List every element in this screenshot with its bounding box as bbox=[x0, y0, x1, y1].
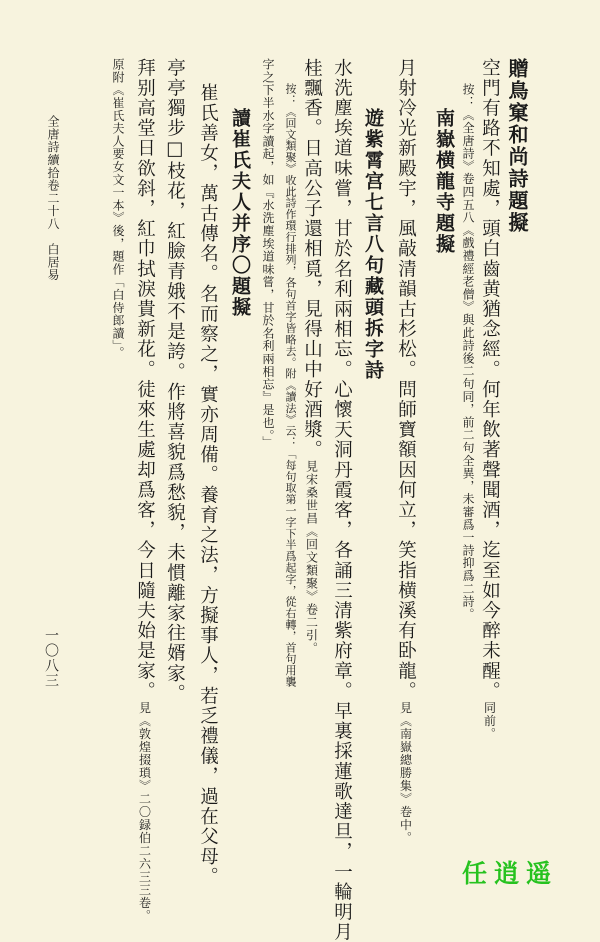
poem-line-3b: 桂飄香。日高公子還相覓，見得山中好酒漿。見宋桑世昌《回文類聚》卷二引。 bbox=[301, 58, 323, 655]
editor-note-3a: 按：《回文類聚》收此詩作環行排列，各句首字皆略去。附《讀法》云：「每句取第一字下半爲起字，從右轉，首句用襲 bbox=[284, 83, 297, 688]
poem-title-4: 讀崔氏夫人并序〇題擬 bbox=[229, 108, 251, 318]
preface-line: 崔氏善女，萬古傳名。名而察之，實亦周備。養育之法，方擬事人，若乏禮儀，過在父母。 bbox=[197, 83, 219, 887]
poem-line-3a: 水洗塵埃道味嘗，甘於名利兩相忘。心懷天洞丹霞客，各誦三清紫府章。早裏採蓮歌達旦，一輪明月 bbox=[331, 58, 353, 942]
poem-line-4a: 亭亭獨步□枝花，紅臉青娥不是誇。作將喜貌爲愁貌，未慣離家往婿家。 bbox=[164, 58, 186, 704]
editor-note-4: 原附《崔氏夫人要女文一本》後，題作「白侍郎讀」。 bbox=[111, 58, 125, 360]
editor-note-3b: 字之下半水字讀起，如『水洗塵埃道味嘗，甘於名利兩相忘』是也。」 bbox=[261, 58, 275, 449]
poem-title-1: 贈鳥窠和尚詩題擬 bbox=[505, 58, 529, 234]
poem-line-2: 月射冷光新殿宇，風敲清韻古杉松。問師寶額因何立，笑指横溪有卧龍。見《南嶽總勝集》卷中。 bbox=[395, 58, 417, 845]
poem-line-1: 空門有路不知處，頭白齒黄猶念經。何年飲著聲聞酒，迄至如今醉未醒。同前。 bbox=[479, 58, 501, 741]
watermark-stamp: 任逍遥 bbox=[462, 859, 559, 888]
editor-note-1: 按：《全唐詩》卷四五八《戲禮經老僧》與此詩後二句同，前二句全異，未審爲一詩抑爲二詩。 bbox=[461, 83, 475, 621]
poem-title-2: 南嶽横龍寺題擬 bbox=[433, 108, 455, 255]
running-footer: 全唐詩續拾卷二十八 白居易 bbox=[46, 115, 60, 282]
poem-line-4b: 拜别高堂日欲斜，紅巾拭淚貴新花。徒來生處却爲客，今日隨夫始是家。見《敦煌掇瑣》二〇録伯二六三三卷。 bbox=[134, 58, 156, 923]
poem-title-3: 遊紫霄宫七言八句藏頭拆字詩 bbox=[362, 108, 384, 381]
page-number: 一〇八三 bbox=[43, 628, 59, 688]
